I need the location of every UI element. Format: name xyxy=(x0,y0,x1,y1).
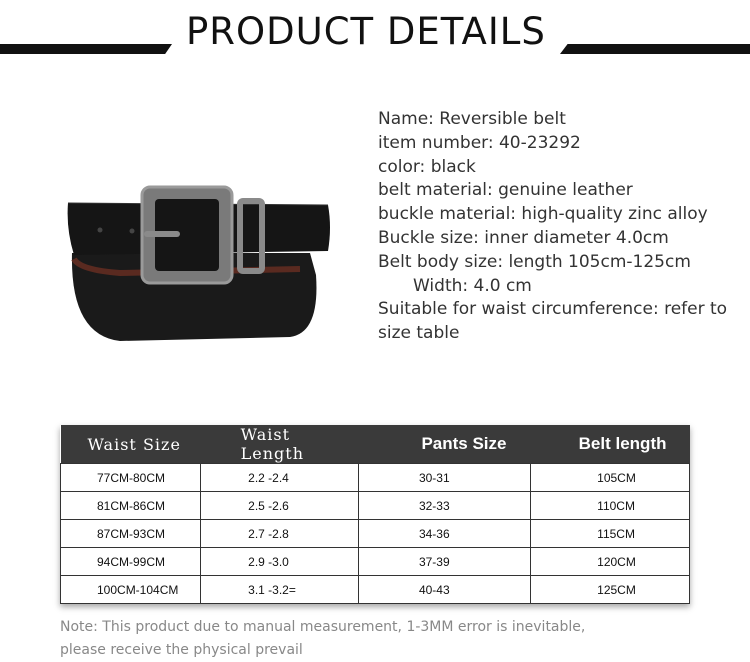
spec-body-size: Belt body size: length 105cm-125cm xyxy=(378,251,691,272)
cell-waist-size: 81CM-86CM xyxy=(61,492,201,520)
table-header-row xyxy=(61,425,690,464)
cell-waist-length: 2.5 -2.6 xyxy=(201,492,359,520)
cell-waist-length: 2.7 -2.8 xyxy=(201,520,359,548)
spec-waist-line2: size table xyxy=(378,323,460,344)
table-row xyxy=(61,548,690,576)
size-table xyxy=(60,425,690,604)
cell-belt-length: 120CM xyxy=(531,548,690,576)
cell-pants-size: 32-33 xyxy=(358,492,530,520)
table-row xyxy=(61,576,690,604)
measurement-note xyxy=(60,616,740,662)
cell-waist-size: 87CM-93CM xyxy=(61,520,201,548)
header-pants-size: Pants Size xyxy=(358,425,530,464)
cell-belt-length: 115CM xyxy=(531,520,690,548)
spec-buckle-size: Buckle size: inner diameter 4.0cm xyxy=(378,227,669,248)
spec-name: Name: Reversible belt xyxy=(378,109,566,129)
spec-buckle-material: buckle material: high-quality zinc alloy xyxy=(378,204,708,225)
cell-waist-length: 3.1 -3.2= xyxy=(201,576,359,604)
belt-product-image xyxy=(60,175,340,350)
table-row xyxy=(61,464,690,492)
spec-list xyxy=(378,108,748,346)
page-title: PRODUCT DETAILS xyxy=(186,10,546,53)
spec-color: color: black xyxy=(378,156,476,177)
note-line2: please receive the physical prevail xyxy=(60,642,303,658)
cell-waist-size: 100CM-104CM xyxy=(61,576,201,604)
cell-pants-size: 40-43 xyxy=(358,576,530,604)
header-bar-left xyxy=(0,44,172,54)
note-line1: Note: This product due to manual measurement, 1-3MM error is inevitable, xyxy=(60,619,586,635)
cell-belt-length: 125CM xyxy=(531,576,690,604)
cell-waist-size: 77CM-80CM xyxy=(61,464,201,492)
spec-width: Width: 4.0 cm xyxy=(413,275,532,296)
table-row xyxy=(61,492,690,520)
cell-waist-length: 2.2 -2.4 xyxy=(201,464,359,492)
header-waist-length: Waist Length xyxy=(201,425,359,464)
cell-belt-length: 110CM xyxy=(531,492,690,520)
header-waist-size: Waist Size xyxy=(61,425,201,464)
cell-pants-size: 30-31 xyxy=(358,464,530,492)
header-bar-right xyxy=(560,44,750,54)
cell-pants-size: 37-39 xyxy=(358,548,530,576)
header-belt-length: Belt length xyxy=(531,425,690,464)
cell-belt-length: 105CM xyxy=(531,464,690,492)
spec-item-number: item number: 40-23292 xyxy=(378,132,581,153)
cell-pants-size: 34-36 xyxy=(358,520,530,548)
table-row xyxy=(61,520,690,548)
cell-waist-length: 2.9 -3.0 xyxy=(201,548,359,576)
cell-waist-size: 94CM-99CM xyxy=(61,548,201,576)
spec-belt-material: belt material: genuine leather xyxy=(378,180,633,201)
spec-waist-line1: Suitable for waist circumference: refer to xyxy=(378,299,728,320)
